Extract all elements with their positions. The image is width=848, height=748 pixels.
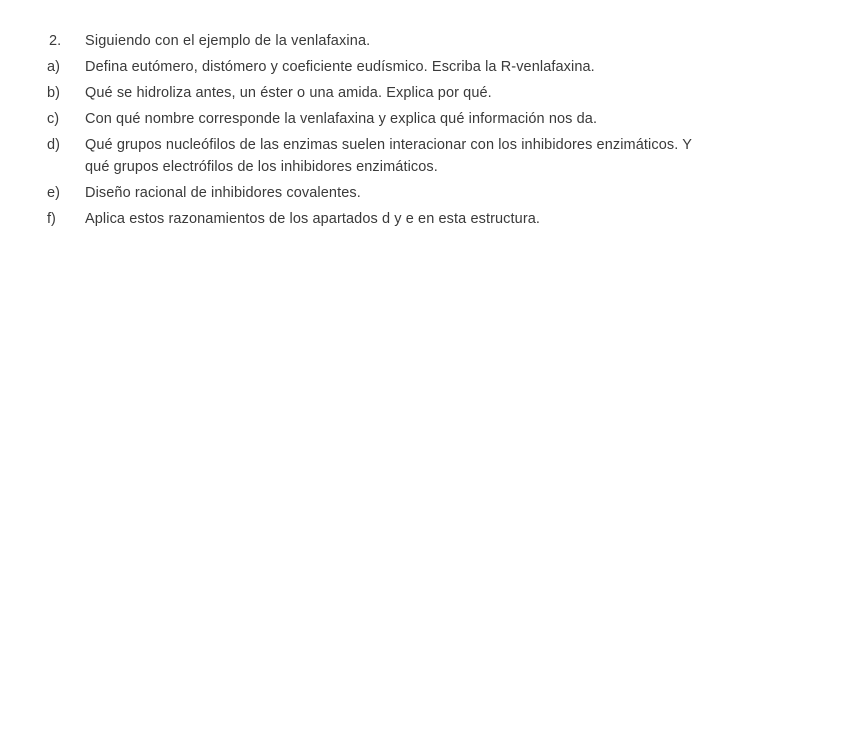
list-item-marker: c) (47, 111, 60, 127)
list-item-marker: a) (47, 59, 60, 75)
list-item-marker: f) (47, 211, 56, 227)
list-item (47, 134, 787, 178)
list-item-text: Defina eutómero, distómero y coeficiente eudísmico. Escriba la R-venlafaxina. (85, 59, 595, 75)
list-item-text: Siguiendo con el ejemplo de la venlafaxina. (85, 33, 371, 49)
list-item-text: Diseño racional de inhibidores covalentes. (85, 185, 361, 201)
list-item-marker: e) (47, 185, 60, 201)
list-item-marker: 2. (49, 33, 62, 49)
list-item (47, 30, 787, 52)
list-item (47, 82, 787, 104)
list-item-text: Qué se hidroliza antes, un éster o una amida. Explica por qué. (85, 85, 492, 101)
list-item-text: Con qué nombre corresponde la venlafaxina y explica qué información nos da. (85, 111, 598, 127)
list-item (47, 108, 787, 130)
list-item (47, 208, 787, 230)
list-item-marker: d) (47, 137, 60, 153)
list-item (47, 182, 787, 204)
question-list (47, 30, 787, 234)
list-item-text: Qué grupos nucleófilos de las enzimas suelen interacionar con los inhibidores enzimáticos. Y qué grupos electrófilos de los inhibidores enzimáticos. (85, 137, 692, 175)
list-item (47, 56, 787, 78)
list-item-text: Aplica estos razonamientos de los apartados d y e en esta estructura. (85, 211, 541, 227)
list-item-marker: b) (47, 85, 60, 101)
